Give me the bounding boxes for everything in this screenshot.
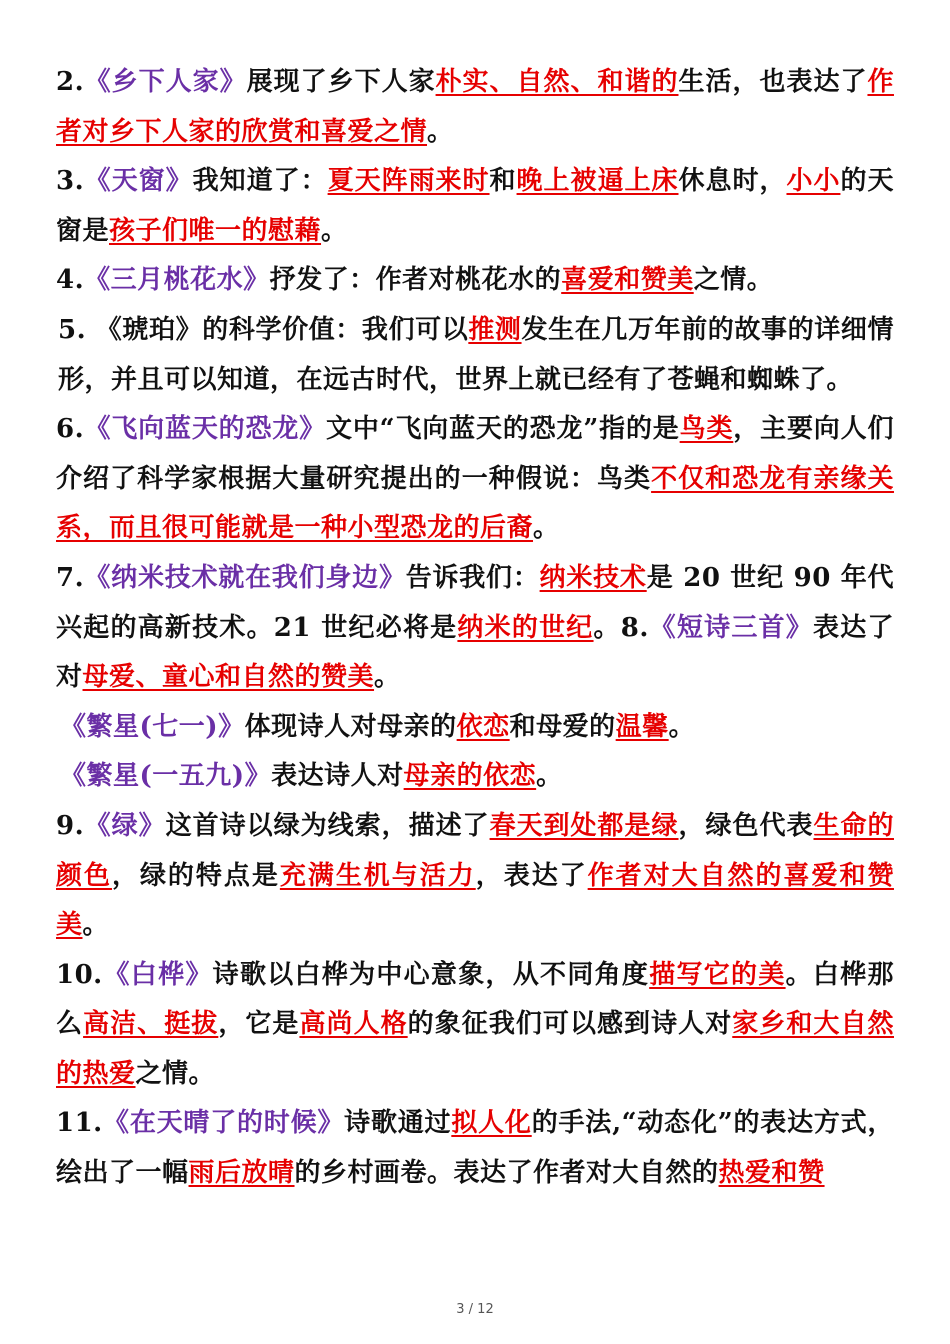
answer-text: 母爱、童心和自然的赞美 (82, 662, 375, 693)
body-text: 的天窗是 (56, 166, 894, 246)
body-text: ，主要向人们介绍了科学家根据大量研究提出的一种假说：鸟类 (56, 414, 894, 494)
answer-text: 喜爱和赞美 (561, 265, 694, 296)
body-text: 我知道了： (192, 166, 328, 197)
body-text: 发生在几万年前的故事的详细情形，并且可以知道，在远古时代，世界上就已经有了苍蝇和蜘蛛了。 (58, 314, 894, 395)
answer-text: 夏天阵雨来时 (327, 166, 490, 197)
body-text: ，绿色代表 (678, 810, 814, 841)
body-text: 2. (56, 67, 85, 97)
paragraph-item-10 (56, 951, 894, 1100)
answer-text: 温馨 (615, 711, 669, 742)
lesson-title: 《繁星(一五九)》 (60, 761, 272, 792)
body-text: 表达了对 (56, 612, 894, 693)
paragraph-item-8b (56, 752, 894, 802)
answer-text: 充满生机与活力 (279, 860, 476, 891)
paragraph-item-9 (56, 802, 894, 951)
lesson-title: 《纳米技术就在我们身边》 (84, 562, 406, 593)
body-text: 3. (56, 166, 85, 197)
answer-text: 作者对大自然的喜爱和赞美 (56, 860, 894, 941)
answer-text: 描写它的美 (649, 959, 786, 990)
answer-text: 纳米技术 (539, 562, 647, 593)
answer-text: 依恋 (456, 711, 510, 742)
body-text: 的手法,“动态化”的表达方式，绘出了一幅 (56, 1108, 894, 1189)
paragraph-item-11 (56, 1099, 894, 1198)
lesson-title: 《白桦》 (102, 959, 213, 990)
lesson-title: 《三月桃花水》 (84, 265, 270, 296)
paragraph-item-2 (56, 58, 894, 157)
body-text: 和 (489, 166, 517, 197)
answer-text: 母亲的依恋 (403, 761, 537, 792)
page-number: 3 / 12 (456, 1302, 494, 1317)
answer-text: 不仅和恐龙有亲缘关系，而且很可能就是一种小型恐龙的后裔 (56, 463, 894, 544)
body-text: 诗歌通过 (344, 1108, 452, 1139)
body-text: 文中“飞向蓝天的恐龙”指的是 (326, 414, 680, 445)
answer-text: 孩子们唯一的慰藉 (109, 215, 322, 246)
body-text: 。白桦那么 (56, 959, 894, 1040)
answer-text: 家乡和大自然的热爱 (56, 1009, 894, 1089)
paragraph-item-3 (56, 157, 894, 256)
body-text: 告诉我们： (405, 562, 540, 593)
body-text: 7. (56, 562, 85, 593)
body-text: 。 (668, 711, 696, 742)
answer-text: 作者对乡下人家的欣赏和喜爱之情 (56, 67, 894, 147)
lesson-title: 《飞向蓝天的恐龙》 (84, 414, 327, 445)
body-text: 抒发了：作者对桃花水的 (269, 265, 562, 296)
answer-text: 纳米的世纪 (457, 612, 594, 643)
body-text: 5. 《琥珀》的科学价值：我们可以 (58, 314, 469, 345)
body-text: 是 20 世纪 90 年代兴起的高新技术。21 世纪必将是 (56, 562, 894, 643)
body-text: 这首诗以绿为线索，描述了 (165, 810, 490, 841)
body-text: 。 (536, 761, 563, 792)
paragraph-item-5 (56, 306, 894, 405)
document-page (56, 58, 894, 1199)
lesson-title: 《天窗》 (84, 166, 193, 197)
lesson-title: 《繁星(七一)》 (60, 711, 245, 742)
body-text: ，表达了 (475, 860, 588, 891)
body-text: 之情。 (693, 265, 774, 296)
answer-text: 拟人化 (451, 1108, 532, 1139)
body-text: 9. (56, 810, 85, 841)
answer-text: 雨后放晴 (188, 1158, 295, 1189)
body-text: 4. (56, 265, 85, 296)
body-text: 。 (427, 116, 454, 147)
body-text: 生活，也表达了 (678, 67, 868, 97)
answer-text: 高尚人格 (299, 1009, 408, 1040)
body-text: ，绿的特点是 (111, 860, 280, 891)
paragraph-item-8a (56, 703, 894, 753)
body-text: 。 (533, 513, 560, 544)
answer-text: 朴实、自然、和谐的 (435, 67, 679, 97)
answer-text: 生命的颜色 (56, 810, 894, 891)
answer-text: 小小 (786, 166, 841, 197)
body-text: 。 (82, 910, 110, 941)
lesson-title: 《绿》 (84, 810, 166, 841)
lesson-title: 《在天晴了的时候》 (102, 1108, 345, 1139)
body-text: 之情。 (135, 1058, 216, 1089)
answer-text: 鸟类 (679, 414, 734, 445)
body-text: 6. (56, 414, 85, 445)
answer-text: 春天到处都是绿 (489, 810, 679, 841)
body-text: 的乡村画卷。表达了作者对大自然的 (294, 1158, 719, 1189)
body-text: ，它是 (218, 1009, 300, 1040)
paragraph-item-4 (56, 256, 894, 306)
answer-text: 高洁、挺拔 (83, 1009, 219, 1040)
answer-text: 晚上被逼上床 (516, 166, 679, 197)
lesson-title: 《乡下人家》 (84, 67, 247, 97)
body-text: 。 (374, 662, 401, 693)
body-text: 和母爱的 (509, 711, 616, 742)
body-text: 休息时， (678, 166, 787, 197)
answer-text: 热爱和赞 (718, 1158, 825, 1189)
body-text: 诗歌以白桦为中心意象，从不同角度 (212, 959, 650, 990)
body-text: 。 (321, 215, 348, 246)
body-text: 11. (56, 1108, 103, 1139)
body-text: 体现诗人对母亲的 (244, 711, 457, 742)
answer-text: 推测 (468, 314, 522, 345)
body-text: 表达诗人对 (271, 761, 404, 792)
paragraph-item-6 (56, 405, 894, 554)
lesson-title: 《短诗三首》 (648, 612, 814, 643)
body-text: 。8. (593, 612, 649, 643)
body-text: 10. (56, 959, 103, 990)
paragraph-item-7 (56, 554, 894, 703)
body-text: 展现了乡下人家 (246, 67, 436, 97)
body-text: 的象征我们可以感到诗人对 (407, 1009, 733, 1040)
